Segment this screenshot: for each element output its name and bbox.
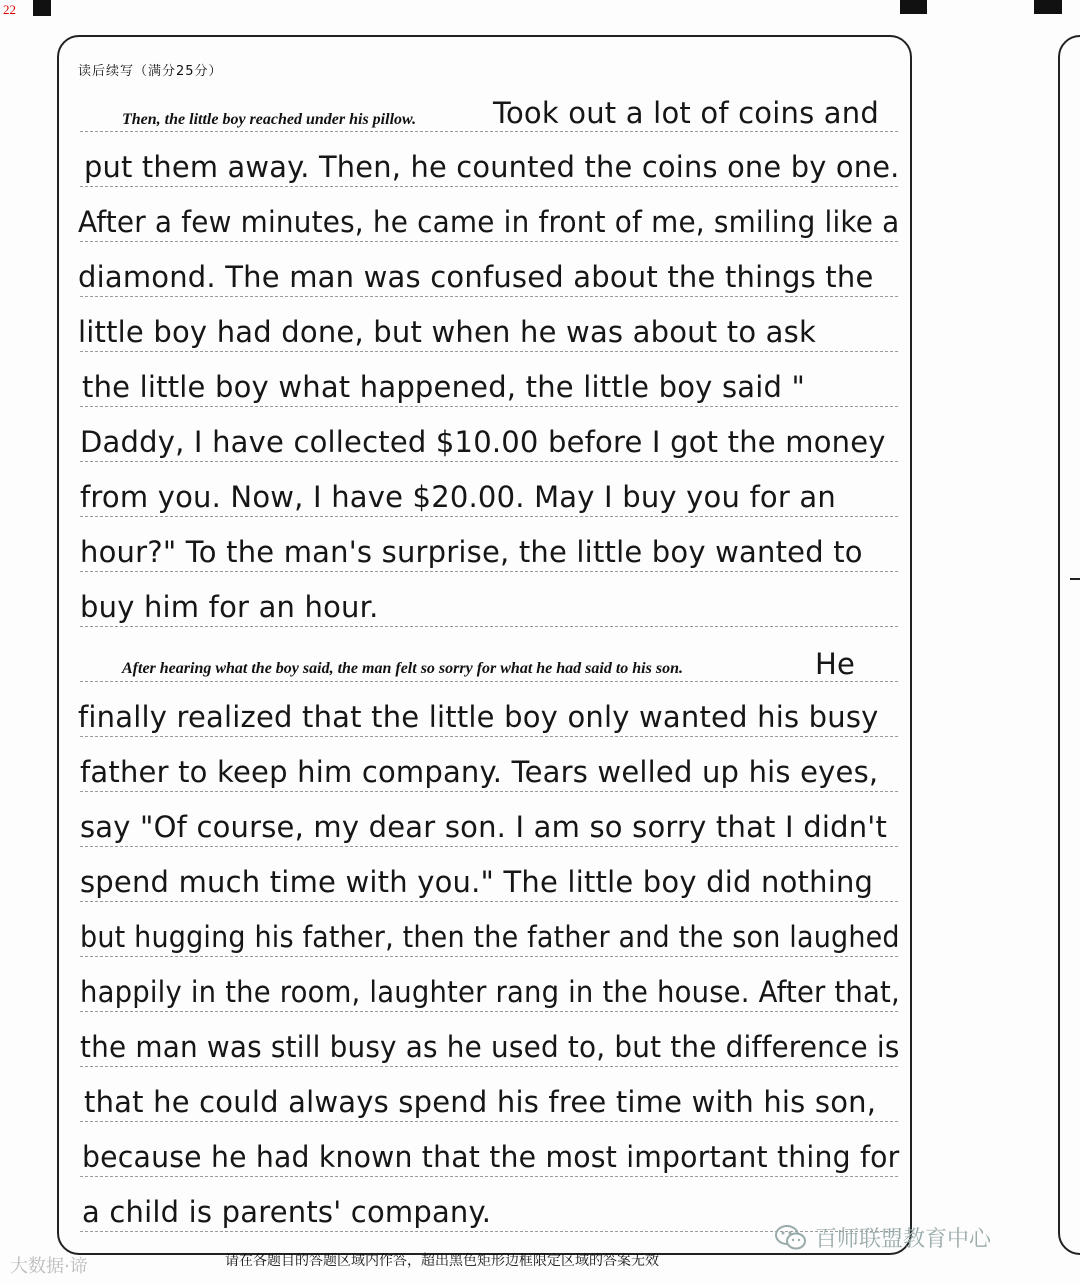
ruled-line — [80, 846, 898, 847]
handwritten-line: the man was still busy as he used to, but the difference is — [80, 1030, 900, 1064]
adjacent-answer-frame — [1058, 35, 1080, 1255]
ruled-line — [80, 406, 898, 407]
ruled-line — [80, 791, 898, 792]
ruled-line — [80, 296, 898, 297]
ruled-line — [80, 1176, 898, 1177]
handwritten-line: put them away. Then, he counted the coins one by one. — [84, 150, 900, 184]
handwritten-line: He — [815, 647, 856, 681]
ruled-line — [80, 351, 898, 352]
paragraph1-prompt: Then, the little boy reached under his pillow. — [122, 111, 417, 128]
registration-mark-right — [1034, 0, 1062, 14]
ruled-line — [80, 736, 898, 737]
watermark-right — [775, 1222, 991, 1253]
handwritten-line: that he could always spend his free time with his son, — [84, 1085, 877, 1119]
ruled-line — [80, 1121, 898, 1122]
handwritten-line: little boy had done, but when he was about to ask — [78, 315, 816, 349]
handwritten-line: happily in the room, laughter rang in the house. After that, — [80, 975, 900, 1009]
paragraph2-prompt: After hearing what the boy said, the man felt so sorry for what he had said to his son. — [122, 660, 683, 677]
wechat-icon — [775, 1224, 807, 1252]
handwritten-line: Daddy, I have collected $10.00 before I got the money — [80, 425, 886, 459]
registration-mark-center — [900, 0, 927, 14]
handwritten-line: diamond. The man was confused about the things the — [78, 260, 874, 294]
ruled-line — [80, 131, 898, 132]
handwritten-line: buy him for an hour. — [80, 590, 379, 624]
ruled-line — [80, 186, 898, 187]
ruled-line — [80, 681, 898, 682]
handwritten-line: After a few minutes, he came in front of me, smiling like a — [78, 205, 900, 239]
ruled-line — [80, 1011, 898, 1012]
footer-instruction: 请在各题目的答题区域内作答，超出黑色矩形边框限定区域的答案无效 — [225, 1253, 659, 1269]
ruled-line — [80, 571, 898, 572]
handwritten-line: but hugging his father, then the father and the son laughed — [80, 920, 900, 954]
handwritten-line: from you. Now, I have $20.00. May I buy you for an — [80, 480, 836, 514]
ruled-line — [80, 626, 898, 627]
handwritten-line: Took out a lot of coins and — [493, 96, 879, 130]
handwritten-line: a child is parents' company. — [82, 1195, 492, 1229]
ruled-line — [80, 1066, 898, 1067]
ruled-line — [80, 956, 898, 957]
watermark-left: 大数据·谛 — [10, 1256, 88, 1277]
ruled-line — [80, 241, 898, 242]
page-number: 22 — [3, 2, 16, 17]
ruled-line — [80, 516, 898, 517]
handwritten-line: the little boy what happened, the little boy said " — [82, 370, 806, 404]
handwritten-line: finally realized that the little boy only wanted his busy — [78, 700, 879, 734]
ruled-line — [80, 461, 898, 462]
handwritten-line: because he had known that the most important thing for — [82, 1140, 900, 1174]
section-heading: 读后续写（满分25分） — [78, 64, 223, 79]
handwritten-line: father to keep him company. Tears welled up his eyes, — [80, 755, 879, 789]
handwritten-line: spend much time with you." The little boy did nothing — [80, 865, 874, 899]
ruled-line — [80, 901, 898, 902]
handwritten-line: say "Of course, my dear son. I am so sorry that I didn't — [80, 810, 888, 844]
registration-mark-left — [33, 0, 51, 16]
watermark-right-text: 百师联盟教育中心 — [815, 1227, 992, 1252]
frame-tick — [1070, 578, 1080, 580]
handwritten-line: hour?" To the man's surprise, the little boy wanted to — [80, 535, 863, 569]
